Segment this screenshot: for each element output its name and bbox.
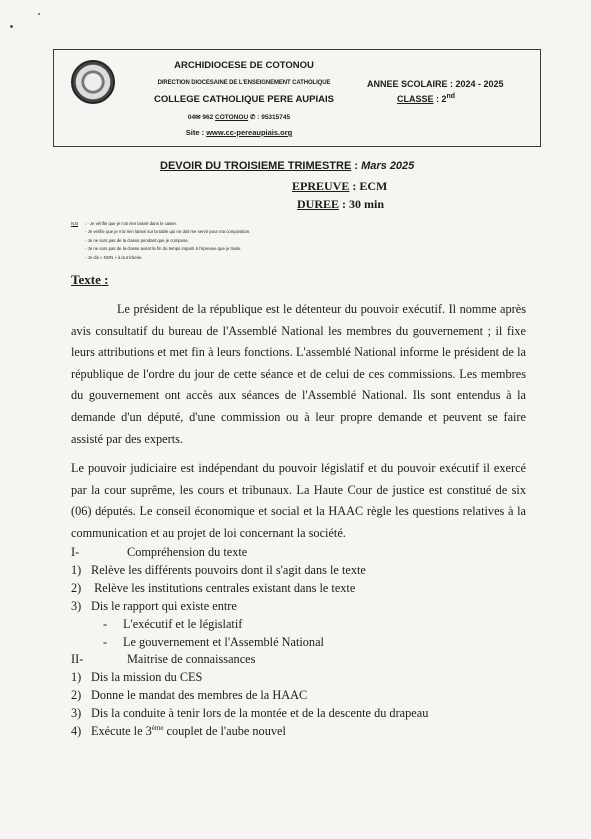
text-paragraph-1: Le président de la république est le détenteur du pouvoir exécutif. Il nomme après avis consultatif du bureau de l'Assemblé National les membres du gouvernement ; il fixe leurs attributions et met fin à leurs fonctions. L'assemblé National informe le président de la république de l'ordre du jour de cette séance et de celui de ces commissions. Les membres du gouvernement ont accès aux séances de l'Assemblé National. Ils sont entendus à la demande d'un député, d'une commission ou à leur propre demande et peuvent se faire assisté par des experts. [71, 302, 526, 446]
question-number: 4) [71, 724, 82, 739]
subject-value: : ECM [349, 179, 388, 193]
note-item [71, 254, 250, 262]
duration-line [297, 197, 384, 212]
bullet-text: L'exécutif et le législatif [123, 616, 243, 631]
section-number: I- [71, 545, 80, 559]
exam-title-sep: : [351, 160, 362, 172]
site-label: Site : [185, 128, 205, 137]
subject-label: EPREUVE [292, 179, 350, 193]
question-text-end: couplet de l'aube nouvel [163, 724, 286, 739]
class-label: CLASSE [397, 94, 434, 104]
question-number: 2) [71, 688, 82, 703]
exam-title [160, 160, 414, 172]
note-label: N.B [71, 221, 79, 226]
note-text: - Je dis « NON » à la tricherie. [85, 254, 143, 260]
section-number: II- [71, 652, 84, 667]
question-text: Dis la conduite à tenir lors de la montée et de la descente du drapeau [91, 706, 429, 721]
bullet-text: Le gouvernement et l'Assemblé National [123, 634, 324, 649]
scan-speck [10, 25, 13, 28]
subject-line [292, 179, 387, 194]
question-number: 1) [71, 670, 82, 685]
note-item [71, 220, 250, 228]
note-text: - Je ne sors pas de la classe avant la fin du temps imparti à l'épreuve que je traite. [85, 246, 242, 252]
question-number: 2) [71, 580, 82, 595]
text-paragraph-2: Le pouvoir judiciaire est indépendant du pouvoir législatif et du pouvoir exécutif il exercé par la cour suprême, les cours et tribunaux. La Haute Cour de justice est constitué de six (06) députés. Le conseil économique et social et la HAAC règle les questions relatives à la communication et au projet de loi concernant la société. [71, 461, 526, 540]
city: COTONOU [215, 114, 249, 121]
phone-prefix: 04 [187, 114, 196, 121]
question-number: 3) [71, 706, 82, 721]
college-name: COLLEGE CATHOLIQUE PERE AUPIAIS [154, 94, 334, 105]
duration-value: : 30 min [339, 197, 385, 211]
note-item [71, 228, 250, 236]
site-url: www.cc-pereaupiais.org [206, 128, 293, 137]
bullet-mark: - [103, 634, 108, 649]
class-value: 2 [441, 94, 447, 104]
section-heading [71, 544, 428, 562]
question-sup: ème [151, 723, 164, 732]
section-heading [71, 651, 428, 669]
note-text: - Je ne sors pas de la classe pendant que je compose. [85, 237, 189, 243]
exam-title-text: DEVOIR DU TROISIEME TRIMESTRE [160, 160, 352, 172]
note-item [71, 237, 250, 245]
question-text: Dis le rapport qui existe entre [91, 598, 237, 613]
class-sup: nd [446, 93, 456, 100]
website-line [149, 128, 329, 137]
question-item [71, 705, 428, 723]
archdiocese-seal-icon [71, 60, 115, 104]
question-number: 1) [71, 562, 82, 577]
scan-speck [38, 13, 40, 15]
question-item [71, 687, 428, 705]
note-text: - Je vérifie que je n'ai rien laissé sur la table qui ne doit me servir pour ma composition. [85, 229, 251, 235]
section-title: Maitrise de connaissances [127, 652, 256, 667]
question-text: Relève les différents pouvoirs dont il s'agit dans le texte [91, 562, 366, 577]
question-number: 3) [71, 598, 82, 613]
letterhead [53, 49, 541, 147]
question-item [71, 598, 428, 616]
question-text: Donne le mandat des membres de la HAAC [91, 688, 308, 703]
school-year: ANNEE SCOLAIRE : 2024 - 2025 [367, 79, 504, 89]
po-box: 962 [202, 114, 214, 121]
text-heading: Texte : [71, 272, 109, 287]
question-item [71, 580, 428, 598]
contact-line [149, 113, 329, 121]
duration-label: DUREE [297, 197, 340, 211]
question-item [71, 562, 428, 580]
question-text: Dis la mission du CES [91, 670, 203, 685]
class-line: CLASSE : 2nd [397, 93, 456, 104]
note-item [71, 245, 250, 253]
note-text: : - Je vérifie que je n'ai rien laissé dans le casier. [85, 221, 178, 226]
phone-icon: ✆ [249, 114, 256, 121]
mailbox-icon: ✉ [195, 114, 201, 121]
section-title: Compréhension du texte [127, 545, 248, 559]
questions [71, 544, 428, 741]
instructions-note [71, 220, 250, 262]
question-subitem [71, 634, 428, 652]
question-item [71, 669, 428, 687]
direction-name: DIRECTION DIOCESAINE DE L'ENSEIGNEMENT CATHOLIQUE [157, 80, 331, 86]
question-text: Relève les institutions centrales existant dans le texte [91, 580, 356, 595]
bullet-mark: - [103, 616, 108, 631]
question-text: Exécute le 3 [91, 724, 152, 739]
question-subitem [71, 616, 428, 634]
exam-date: Mars 2025 [361, 160, 415, 172]
question-item [71, 723, 428, 741]
phone-number: : 95315745 [257, 114, 291, 121]
archdiocese-name: ARCHIDIOCESE DE COTONOU [174, 60, 314, 71]
